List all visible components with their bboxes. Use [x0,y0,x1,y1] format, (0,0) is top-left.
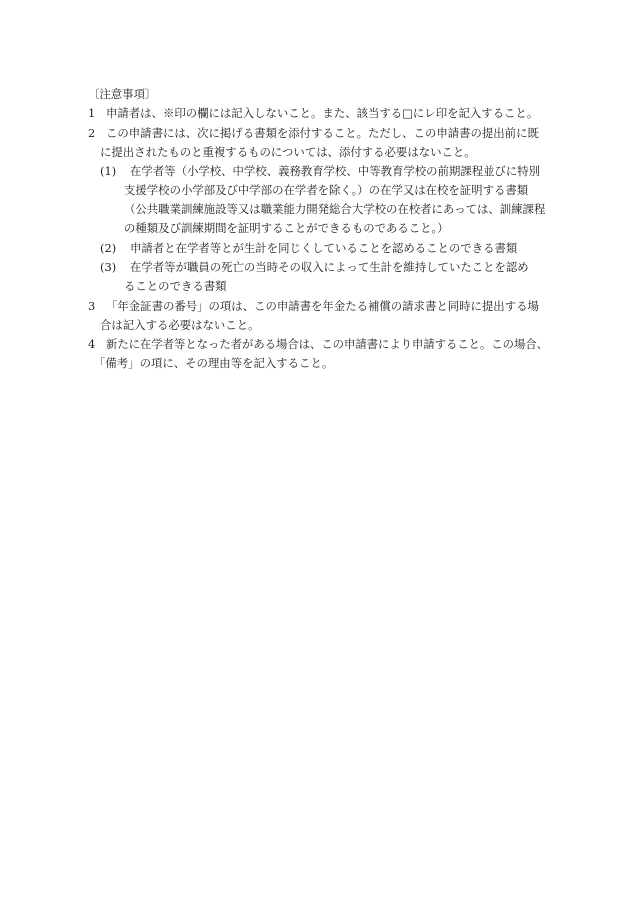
item-2-number: 2 [88,126,96,140]
item-2-line: この申請書には、次に掲げる書類を添付すること。ただし、この申請書の提出前に既 [106,126,539,140]
subitem-3-number: (3) [100,260,117,274]
subitem-1-line: （公共職業訓練施設等又は職業能力開発総合大学校の在校者にあっては、訓練課程 [124,202,546,216]
item-1-number: 1 [88,106,96,120]
item-3-number: 3 [88,299,96,313]
subitem-2-number: (2) [100,241,117,255]
subitem-1-line: の種類及び訓練期間を証明することができるものであること。） [124,221,449,235]
item-3-line: 「年金証書の番号」の項は、この申請書を年金たる補償の請求書と同時に提出する場 [106,299,539,313]
item-4-number: 4 [88,337,96,351]
item-4-line: 「備考」の項に、その理由等を記入すること。 [94,356,334,370]
subitem-1-line: 在学者等（小学校、中学校、義務教育学校、中等教育学校の前期課程並びに特別 [130,164,541,178]
notes-heading: 〔注意事項〕 [88,87,157,101]
subitem-3-line: 在学者等が職員の死亡の当時その収入によって生計を維持していたことを認め [130,260,529,274]
subitem-1-line: 支援学校の小学部及び中学部の在学者を除く。）の在学又は在校を証明する書類 [124,183,529,197]
subitem-3-line: ることのできる書類 [124,279,227,293]
item-1-line: 申請者は、※印の欄には記入しないこと。また、該当する□にレ印を記入すること。 [106,106,539,120]
item-3-line: 合は記入する必要はないこと。 [100,318,260,332]
subitem-2-line: 申請者と在学者等とが生計を同じくしていることを認めることのできる書類 [130,241,518,255]
subitem-1-number: (1) [100,164,117,178]
item-2-line: に提出されたものと重複するものについては、添付する必要はないこと。 [100,145,476,159]
item-4-line: 新たに在学者等となった者がある場合は、この申請書により申請すること。この場合、 [106,337,549,351]
